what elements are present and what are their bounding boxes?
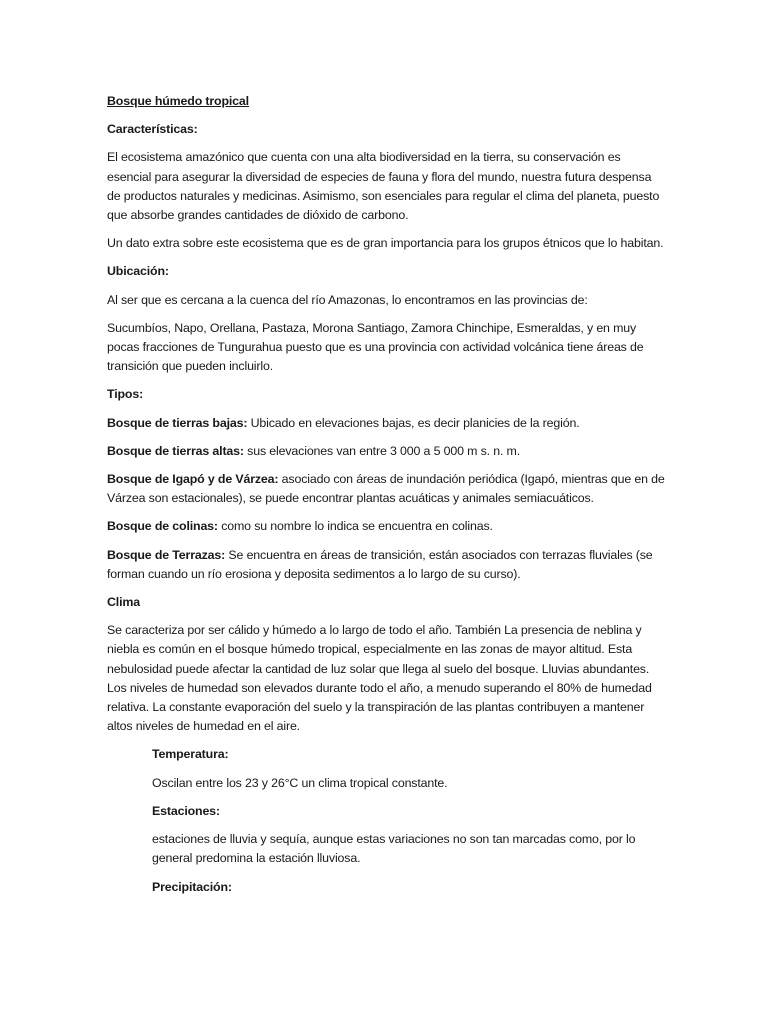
document-title: Bosque húmedo tropical: [107, 94, 249, 108]
tipo-text: como su nombre lo indica se encuentra en colinas.: [217, 519, 493, 534]
tipo-text: Se encuentra en áreas de transición, están asociados con terrazas fluviales (se forman cuando un río erosiona y deposita sedimentos a lo largo de su curso).: [107, 547, 653, 581]
document-page: [107, 92, 667, 906]
tipo-text: Ubicado en elevaciones bajas, es decir planicies de la región.: [247, 415, 580, 430]
caracteristicas-heading: Características:: [107, 122, 198, 137]
tipo-text: sus elevaciones van entre 3 000 a 5 000 m s. n. m.: [247, 443, 520, 458]
tipo-text: asociado con áreas de inundación periódica (Igapó, mientras que en de Várzea son estacionales), se puede encontrar plantas acuáticas y animales semiacuáticos.: [107, 472, 665, 506]
ubicacion-paragraph-1: Al ser que es cercana a la cuenca del río Amazonas, lo encontramos en las provincias de:: [107, 292, 588, 307]
caracteristicas-paragraph-1: El ecosistema amazónico que cuenta con una alta biodiversidad en la tierra, su conservación es esencial para asegurar la diversidad de especies de fauna y flora del mundo, nuestra futura despensa de productos naturales y medicinas. Asimismo, son esenciales para regular el clima del planeta, puesto que absorbe grandes cantidades de dióxido de carbono.: [107, 150, 660, 223]
estaciones-heading: Estaciones:: [152, 803, 220, 818]
clima-heading: Clima: [107, 595, 140, 610]
tipo-label: Bosque de Terrazas:: [107, 547, 226, 562]
ubicacion-paragraph-2: Sucumbíos, Napo, Orellana, Pastaza, Morona Santiago, Zamora Chinchipe, Esmeraldas, y en muy pocas fracciones de Tungurahua puesto que es una provincia con actividad volcánica tiene áreas de transición que pueden incluirlo.: [107, 320, 644, 374]
tipo-item: [107, 470, 667, 508]
tipo-item: [107, 517, 667, 536]
tipo-label: Bosque de tierras altas:: [107, 443, 248, 458]
tipo-label: Bosque de Igapó y de Várzea:: [107, 472, 279, 487]
precipitacion-heading: Precipitación:: [152, 879, 232, 894]
estaciones-text: estaciones de lluvia y sequía, aunque estas variaciones no son tan marcadas como, por lo general predomina la estación lluviosa.: [152, 832, 636, 866]
clima-subsections: [107, 745, 667, 896]
ubicacion-heading: Ubicación:: [107, 264, 169, 279]
temperatura-heading: Temperatura:: [152, 747, 229, 762]
caracteristicas-paragraph-2: Un dato extra sobre este ecosistema que es de gran importancia para los grupos étnicos que lo habitan.: [107, 236, 664, 251]
tipo-item: [107, 546, 667, 584]
tipo-item: [107, 414, 667, 433]
tipo-item: [107, 442, 667, 461]
temperatura-text: Oscilan entre los 23 y 26°C un clima tropical constante.: [152, 775, 448, 790]
tipos-heading: Tipos:: [107, 387, 144, 402]
clima-paragraph: Se caracteriza por ser cálido y húmedo a lo largo de todo el año. También La presencia de neblina y niebla es común en el bosque húmedo tropical, especialmente en las zonas de mayor altitud. Esta nebulosidad puede afectar la cantidad de luz solar que llega al suelo del bosque. Lluvias abundantes. Los niveles de humedad son elevados durante todo el año, a menudo superando el 80% de humedad relativa. La constante evaporación del suelo y la transpiración de las plantas contribuyen a mantener altos niveles de humedad en el aire.: [107, 623, 652, 734]
tipo-label: Bosque de colinas:: [107, 519, 218, 534]
tipo-label: Bosque de tierras bajas:: [107, 415, 248, 430]
